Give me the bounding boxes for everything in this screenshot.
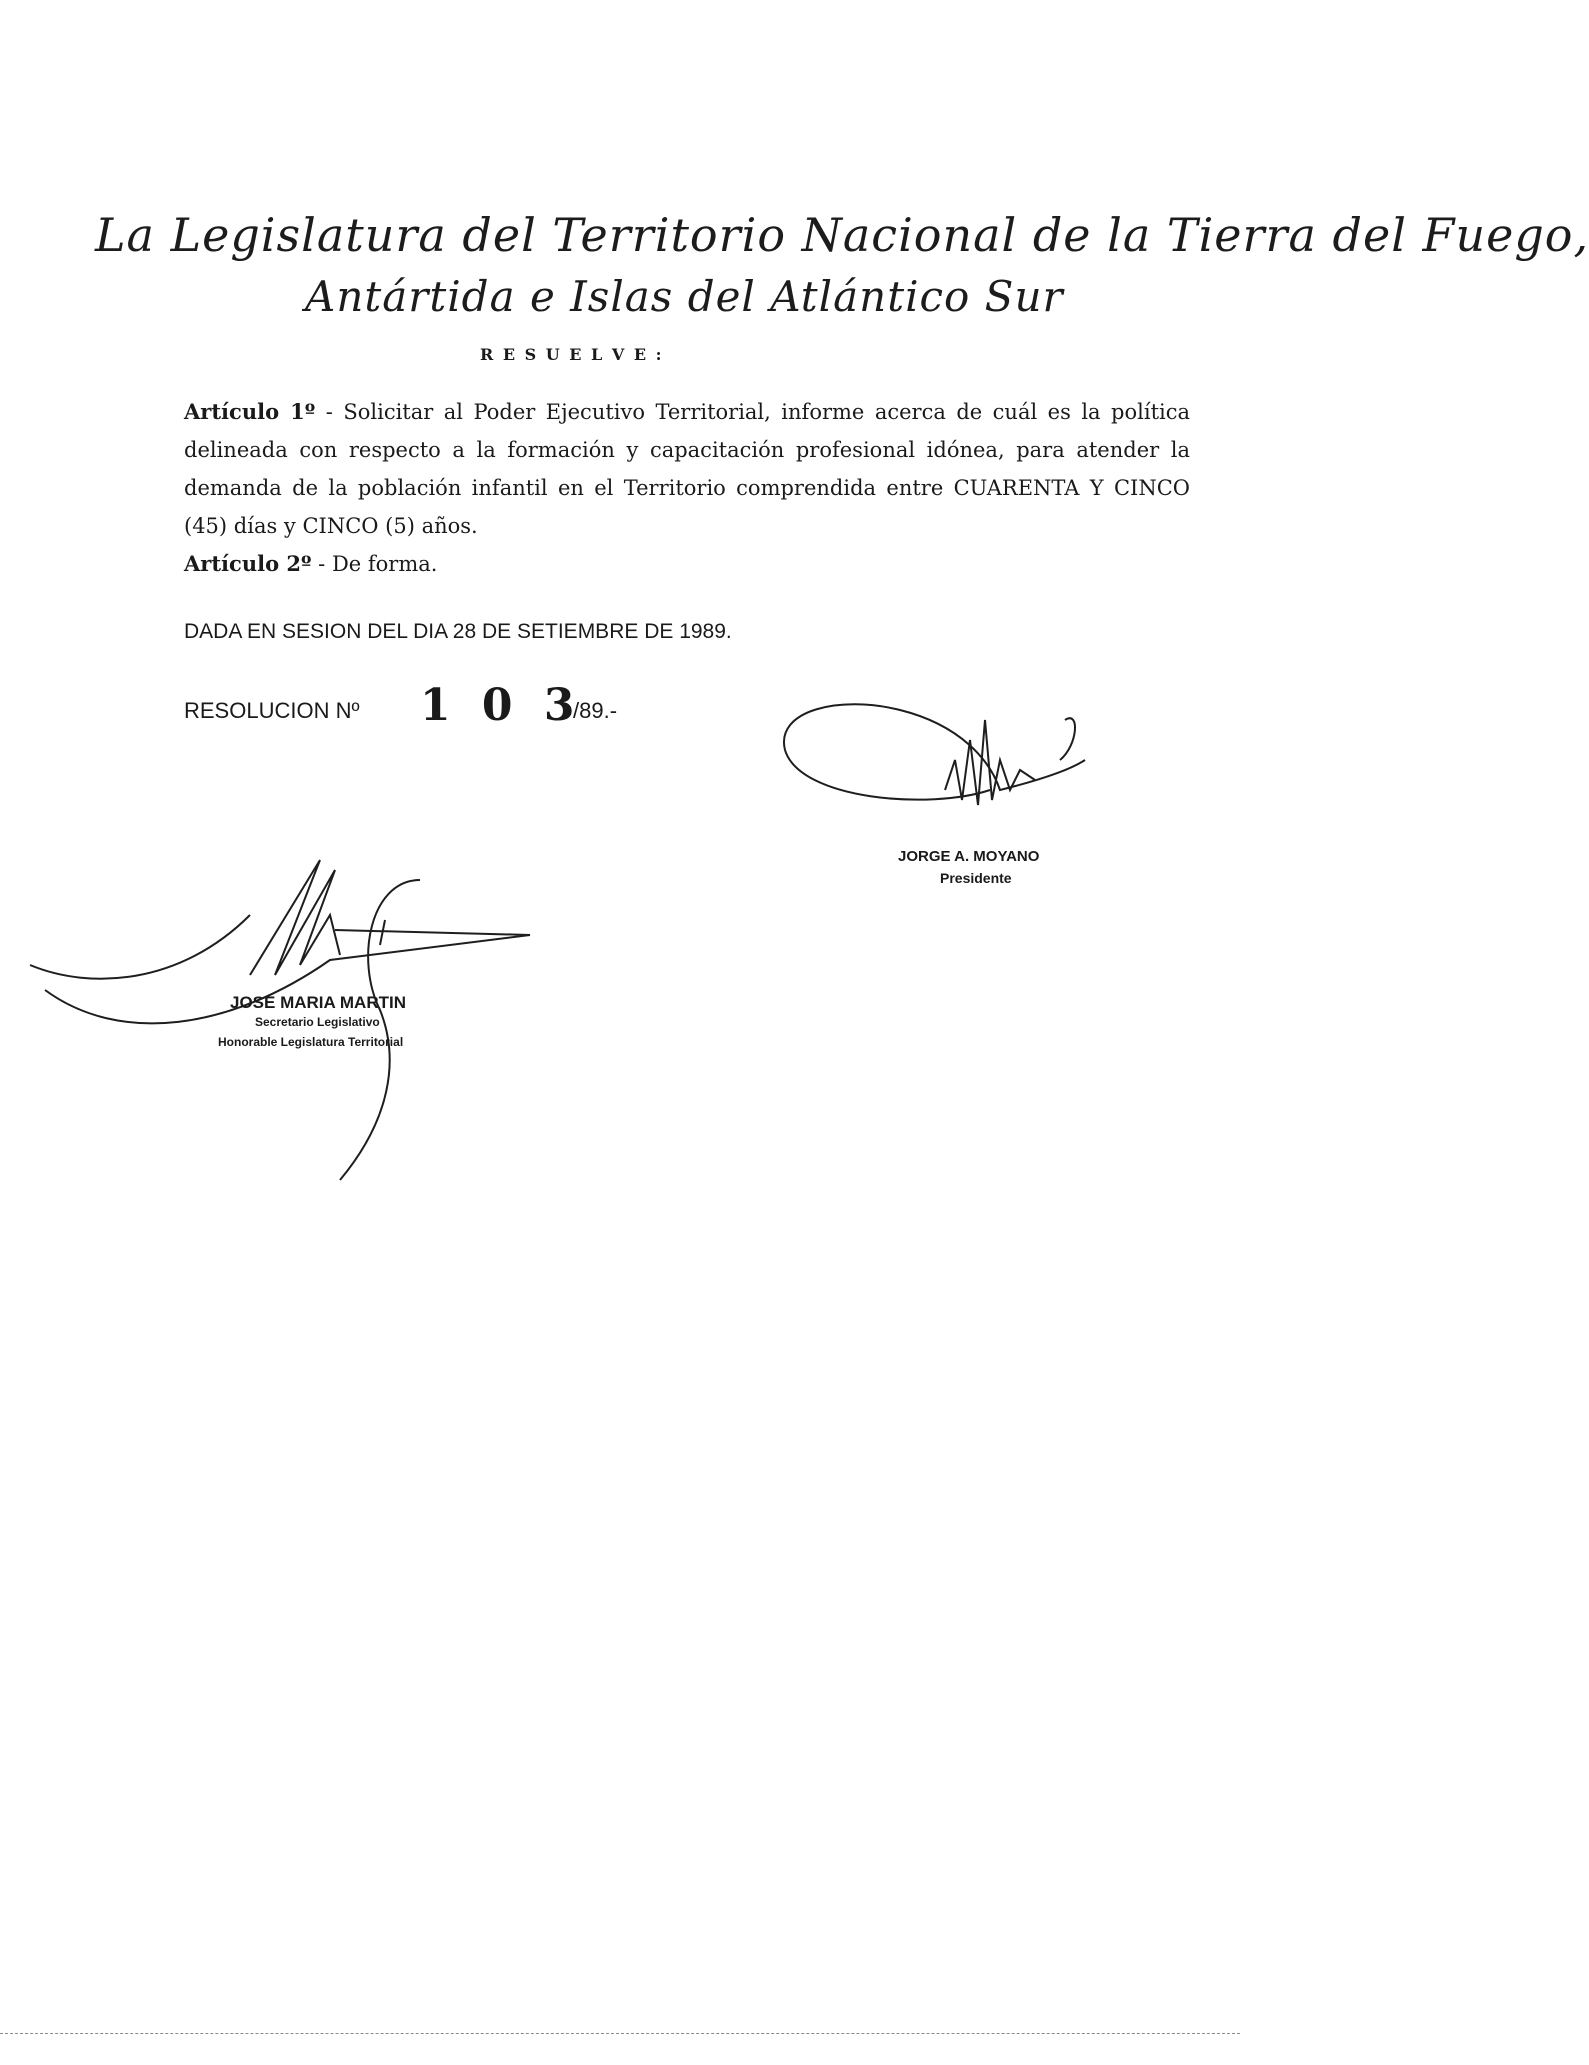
bottom-rule	[0, 2033, 1240, 2034]
article-1-text: - Solicitar al Poder Ejecutivo Territorial, informe acerca de cuál es la política delineada con respecto a la formación y capacitación profesional idónea, para atender la demanda de la población infantil en el Territorio comprendida entre CUARENTA Y CINCO (45) días y CINCO (5) años.	[184, 400, 1191, 538]
secretary-name: JOSE MARIA MARTIN	[230, 993, 406, 1012]
president-name: JORGE A. MOYANO	[898, 848, 1040, 865]
secretary-title: Secretario Legislativo	[255, 1015, 380, 1029]
president-title: Presidente	[940, 870, 1012, 886]
resuelve-heading: R E S U E L V E :	[480, 345, 664, 364]
article-1-label: Artículo 1º	[184, 399, 316, 424]
header-line-1: La Legislatura del Territorio Nacional de la Tierra del Fuego,	[95, 208, 1589, 262]
secretary-organization: Honorable Legislatura Territorial	[218, 1035, 404, 1049]
session-date: DADA EN SESION DEL DIA 28 DE SETIEMBRE DE 1989.	[184, 620, 732, 643]
resolution-label: RESOLUCION Nº	[184, 698, 360, 723]
president-signature	[784, 704, 1085, 805]
article-2-text: - De forma.	[311, 552, 438, 576]
header-line-2: Antártida e Islas del Atlántico Sur	[305, 272, 1064, 321]
article-2-label: Artículo 2º	[184, 551, 312, 576]
resolution-year: /89.-	[573, 698, 618, 723]
resolution-number: 1 0 3	[420, 680, 583, 731]
